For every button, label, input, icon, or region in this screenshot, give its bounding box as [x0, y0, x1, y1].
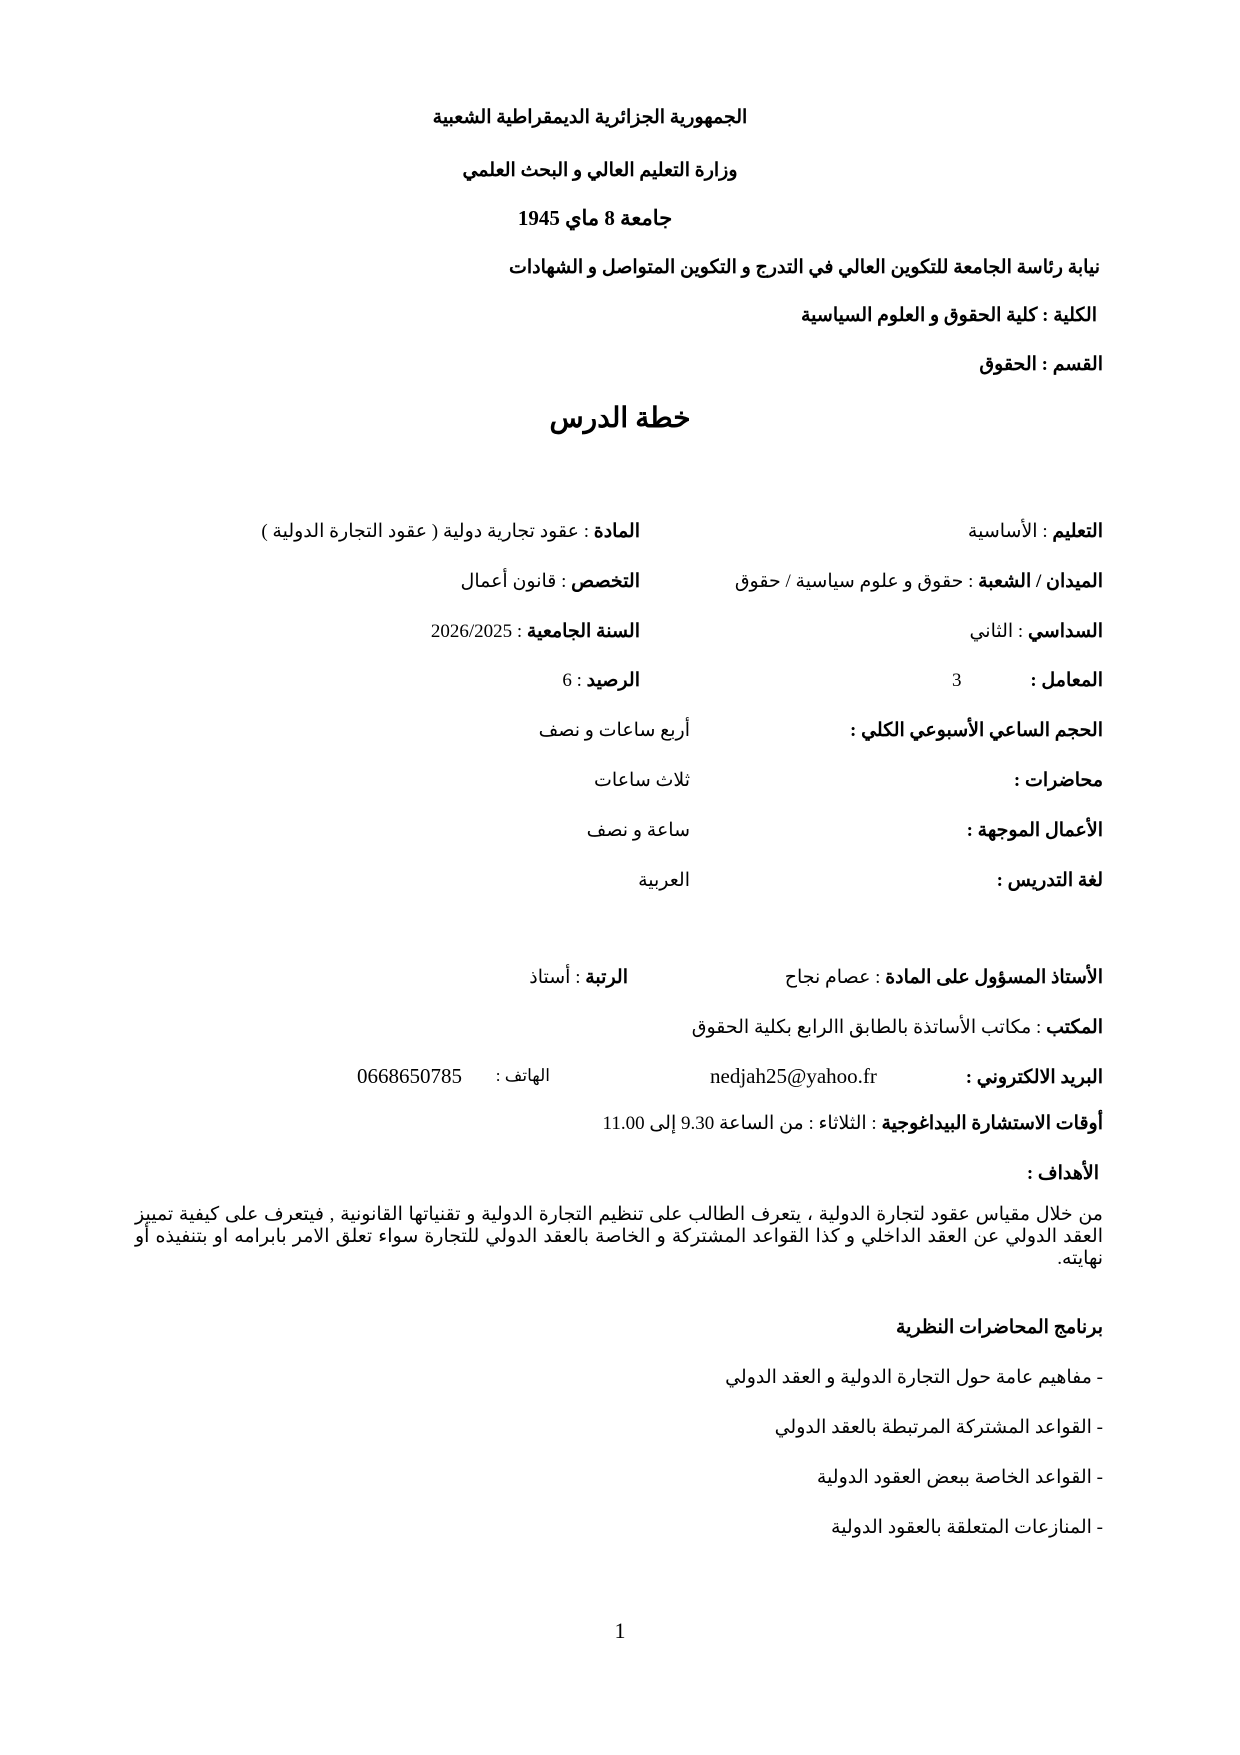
academic-year-label: السنة الجامعية — [526, 621, 640, 642]
tutorials-label: الأعمال الموجهة : — [966, 820, 1103, 841]
university-prefix: جامعة — [620, 206, 673, 230]
objectives-text: من خلال مقياس عقود لتجارة الدولية ، يتعرف الطالب على تنظيم التجارة الدولية و تقنياتها القانونية , فيتعرف على كيفية تمييز العقد الدولي عن العقد الداخلي و كذا القواعد المشتركة و الخاصة بالعقد الدولي للتجارة سواء تعلق الامر بابرامه او بتنفيذه أو نهايته. — [135, 1204, 1103, 1269]
email-label: البريد الالكتروني : — [965, 1067, 1103, 1088]
republic-heading: الجمهورية الجزائرية الديمقراطية الشعبية — [432, 107, 748, 128]
professor-row — [785, 968, 1103, 987]
academic-year-value: : 2026/2025 — [430, 621, 523, 642]
coefficient-value: 3 — [952, 670, 962, 691]
program-item: - القواعد المشتركة المرتبطة بالعقد الدولي — [774, 1417, 1103, 1438]
weekly-hours-label: الحجم الساعي الأسبوعي الكلي : — [850, 720, 1103, 741]
department-heading: القسم : الحقوق — [979, 354, 1103, 375]
education-value: : الأساسية — [967, 521, 1048, 542]
education-label: التعليم — [1052, 521, 1103, 542]
office-value: : مكاتب الأساتذة بالطابق االرابع بكلية الحقوق — [691, 1017, 1042, 1038]
specialty-row — [461, 572, 640, 591]
field-row — [735, 572, 1103, 591]
lectures-value: ثلاث ساعات — [594, 770, 690, 791]
semester-row — [969, 622, 1103, 641]
phone-label: الهاتف : — [495, 1066, 550, 1085]
specialty-label: التخصص — [571, 571, 640, 592]
language-label: لغة التدريس : — [996, 870, 1103, 891]
program-item: - المنازعات المتعلقة بالعقود الدولية — [831, 1517, 1103, 1538]
office-label: المكتب — [1046, 1017, 1103, 1038]
program-item: - القواعد الخاصة ببعض العقود الدولية — [816, 1467, 1103, 1488]
consultation-hours-label: أوقات الاستشارة البيداغوجية — [881, 1113, 1103, 1134]
language-value: العربية — [638, 870, 690, 891]
field-label: الميدان / الشعبة — [978, 571, 1103, 592]
credit-label: الرصيد — [586, 670, 640, 691]
tutorials-value: ساعة و نصف — [586, 820, 690, 841]
rank-label: الرتبة — [585, 967, 628, 988]
email-value[interactable]: nedjah25@yahoo.fr — [710, 1064, 877, 1088]
office-row — [692, 1018, 1103, 1037]
subject-label: المادة — [593, 521, 640, 542]
semester-value: : الثاني — [969, 621, 1024, 642]
credit-row — [562, 671, 640, 690]
consultation-hours-value: : الثلاثاء : من الساعة 9.30 إلى 11.00 — [602, 1113, 877, 1134]
page-title: خطة الدرس — [549, 403, 691, 434]
university-heading — [480, 208, 710, 229]
faculty-heading: الكلية : كلية الحقوق و العلوم السياسية — [800, 305, 1097, 326]
credit-value: : 6 — [562, 670, 582, 691]
program-label: برنامج المحاضرات النظرية — [895, 1317, 1103, 1338]
lectures-label: محاضرات : — [1013, 770, 1103, 791]
university-year: 1945 — [517, 206, 560, 230]
subject-row — [261, 522, 640, 541]
education-row — [968, 522, 1103, 541]
professor-value: : عصام نجاح — [784, 967, 881, 988]
rank-value: : أستاذ — [529, 967, 581, 988]
subject-value: : عقود تجارية دولية ( عقود التجارة الدولية ) — [261, 521, 589, 542]
ministry-heading: وزارة التعليم العالي و البحث العلمي — [462, 160, 738, 181]
university-day: 8 — [604, 206, 615, 230]
vice-rectorate-heading: نيابة رئاسة الجامعة للتكوين العالي في التدرج و التكوين المتواصل و الشهادات — [508, 257, 1100, 278]
professor-label: الأستاذ المسؤول على المادة — [885, 967, 1103, 988]
page-number: 1 — [614, 1618, 626, 1643]
phone-value: 0668650785 — [357, 1064, 462, 1088]
objectives-label: الأهداف : — [1026, 1163, 1099, 1184]
specialty-value: : قانون أعمال — [460, 571, 567, 592]
coefficient-label: المعامل : — [1030, 670, 1103, 691]
semester-label: السداسي — [1027, 621, 1103, 642]
rank-row — [529, 968, 628, 987]
academic-year-row — [431, 622, 640, 641]
program-item: - مفاهيم عامة حول التجارة الدولية و العقد الدولي — [725, 1367, 1103, 1388]
field-value: : حقوق و علوم سياسية / حقوق — [734, 571, 974, 592]
weekly-hours-value: أربع ساعات و نصف — [538, 720, 690, 741]
consultation-hours-row — [603, 1114, 1103, 1133]
university-month: ماي — [565, 206, 600, 230]
